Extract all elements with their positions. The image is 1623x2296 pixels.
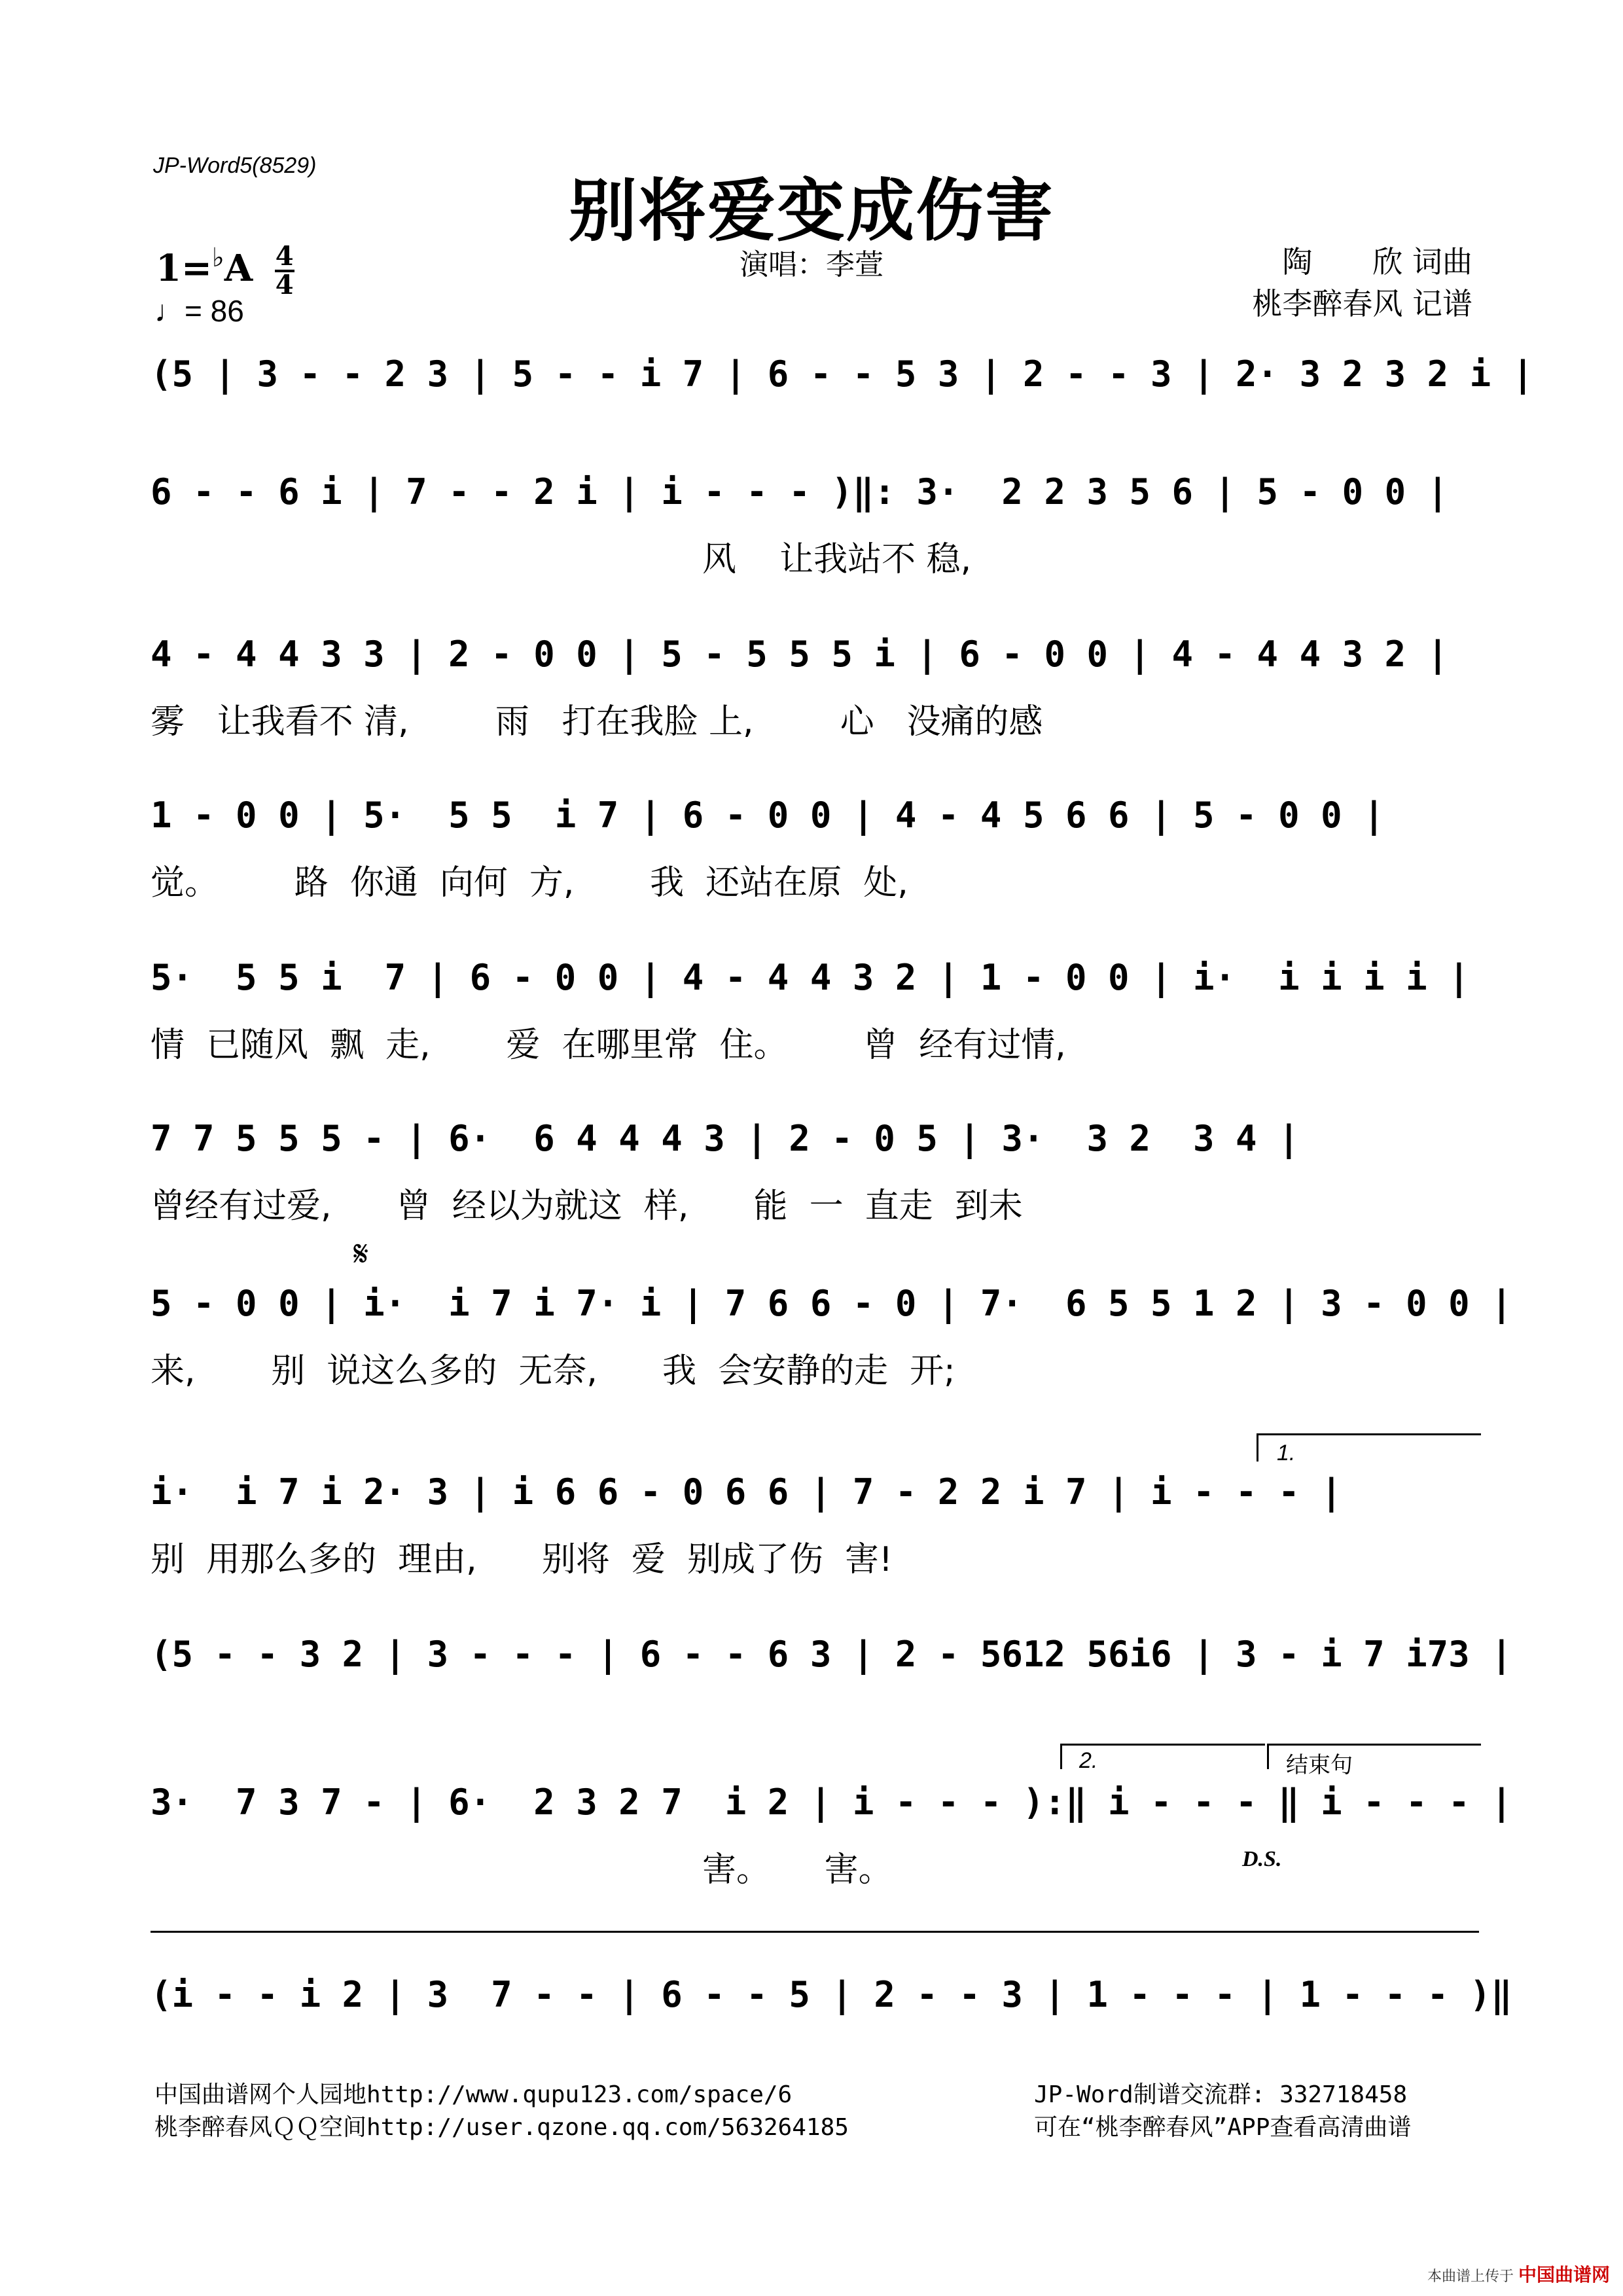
ending-label: 结束句 <box>1286 1752 1353 1778</box>
notation-line: i· i 7 i 2· 3 | i 6 6 - 0 6 6 | 7 - 2 2 i 7 | i - - - | <box>151 1471 1342 1513</box>
notation-line: 1 - 0 0 | 5· 5 5 i 7 | 6 - 0 0 | 4 - 4 5 6 6 | 5 - 0 0 | <box>151 795 1385 836</box>
source-label: JP-Word5(8529) <box>153 153 317 178</box>
footer-group: JP-Word制谱交流群: 332718458 <box>1034 2081 1408 2108</box>
notation-line: (5 | 3 - - 2 3 | 5 - - i 7 | 6 - - 5 3 | 2 - - 3 | 2· 3 2 3 2 i | <box>151 353 1534 395</box>
lyrics-line: 来, 别 说这么多的 无奈, 我 会安静的走 开; <box>151 1352 955 1391</box>
ending-bracket <box>1267 1744 1481 1778</box>
notation-line: 6 - - 6 i | 7 - - 2 i | i - - - )‖: 3· 2 2 3 5 6 | 5 - 0 0 | <box>151 471 1449 512</box>
watermark-text: 本曲谱上传于 <box>1427 2269 1514 2285</box>
notation-line: 4 - 4 4 3 3 | 2 - 0 0 | 5 - 5 5 5 i | 6 - 0 0 | 4 - 4 4 3 2 | <box>151 634 1449 675</box>
key-prefix: 1= <box>156 247 212 290</box>
notation-line: 3· 7 3 7 - | 6· 2 3 2 7 i 2 | i - - - ):‖ i - - - ‖ i - - - | <box>151 1782 1512 1823</box>
notation-line: 5 - 0 0 | i· i 7 i 7· i | 7 6 6 - 0 | 7· 6 5 5 1 2 | 3 - 0 0 | <box>151 1283 1512 1324</box>
tempo-marking: ♩= 86 <box>154 294 244 328</box>
composer-credit: 陶 欣 词曲 <box>1282 244 1472 279</box>
lyrics-line: 雾 让我看不 清, 雨 打在我脸 上, 心 没痛的感 <box>151 702 1043 742</box>
volta-1-label: 1. <box>1277 1441 1296 1465</box>
footer-app-note: 可在“桃李醉春风”APP查看高清曲谱 <box>1034 2114 1412 2141</box>
volta-2-label: 2. <box>1079 1748 1098 1773</box>
segno-sign: 𝄋 <box>353 1233 369 1274</box>
key-signature <box>156 241 294 301</box>
upload-watermark <box>1427 2261 1610 2287</box>
lyrics-line: 害。 害。 <box>151 1850 893 1890</box>
lyrics-line: 风 让我站不 稳, <box>151 540 972 579</box>
notation-line: 5· 5 5 i 7 | 6 - 0 0 | 4 - 4 4 3 2 | 1 - 0 0 | i· i i i i | <box>151 957 1470 998</box>
flat-sign: ♭ <box>211 242 224 273</box>
footer-site-link: 中国曲谱网个人园地http://www.qupu123.com/space/6 <box>154 2081 793 2108</box>
time-signature <box>275 241 294 301</box>
singer-credit: 演唱：李萱 <box>740 248 883 281</box>
lyrics-line: 觉。 路 你通 向何 方, 我 还站在原 处, <box>151 863 908 903</box>
lyrics-line: 曾经有过爱, 曾 经以为就这 样, 能 一 直走 到未 <box>151 1187 1023 1226</box>
time-bottom: 4 <box>275 270 294 301</box>
notation-line: (5 - - 3 2 | 3 - - - | 6 - - 6 3 | 2 - 5612 56i6 | 3 - i 7 i73 | <box>151 1634 1512 1675</box>
time-top: 4 <box>275 241 294 272</box>
volta-bracket-1 <box>1257 1433 1481 1465</box>
notation-line: 7 7 5 5 5 - | 6· 6 4 4 4 3 | 2 - 0 5 | 3· 3 2 3 4 | <box>151 1118 1300 1159</box>
footer-qzone-link: 桃李醉春风ＱＱ空间http://user.qzone.qq.com/563264185 <box>154 2114 849 2141</box>
ds-marking: D.S. <box>1242 1847 1282 1871</box>
notation-line: (i - - i 2 | 3 7 - - | 6 - - 5 | 2 - - 3 | 1 - - - | 1 - - - )‖ <box>151 1974 1512 2015</box>
watermark-brand: 中国曲谱网 <box>1518 2264 1610 2286</box>
transcriber-credit: 桃李醉春风 记谱 <box>1252 286 1472 321</box>
key-letter: A <box>224 247 253 290</box>
system-divider <box>151 1931 1479 1933</box>
lyrics-line: 别 用那么多的 理由, 别将 爱 别成了伤 害! <box>151 1540 893 1579</box>
volta-bracket-2 <box>1060 1744 1265 1773</box>
song-title: 别将爱变成伤害 <box>568 170 1054 251</box>
lyrics-line: 情 已随风 飘 走, 爱 在哪里常 住。 曾 经有过情, <box>151 1026 1066 1065</box>
